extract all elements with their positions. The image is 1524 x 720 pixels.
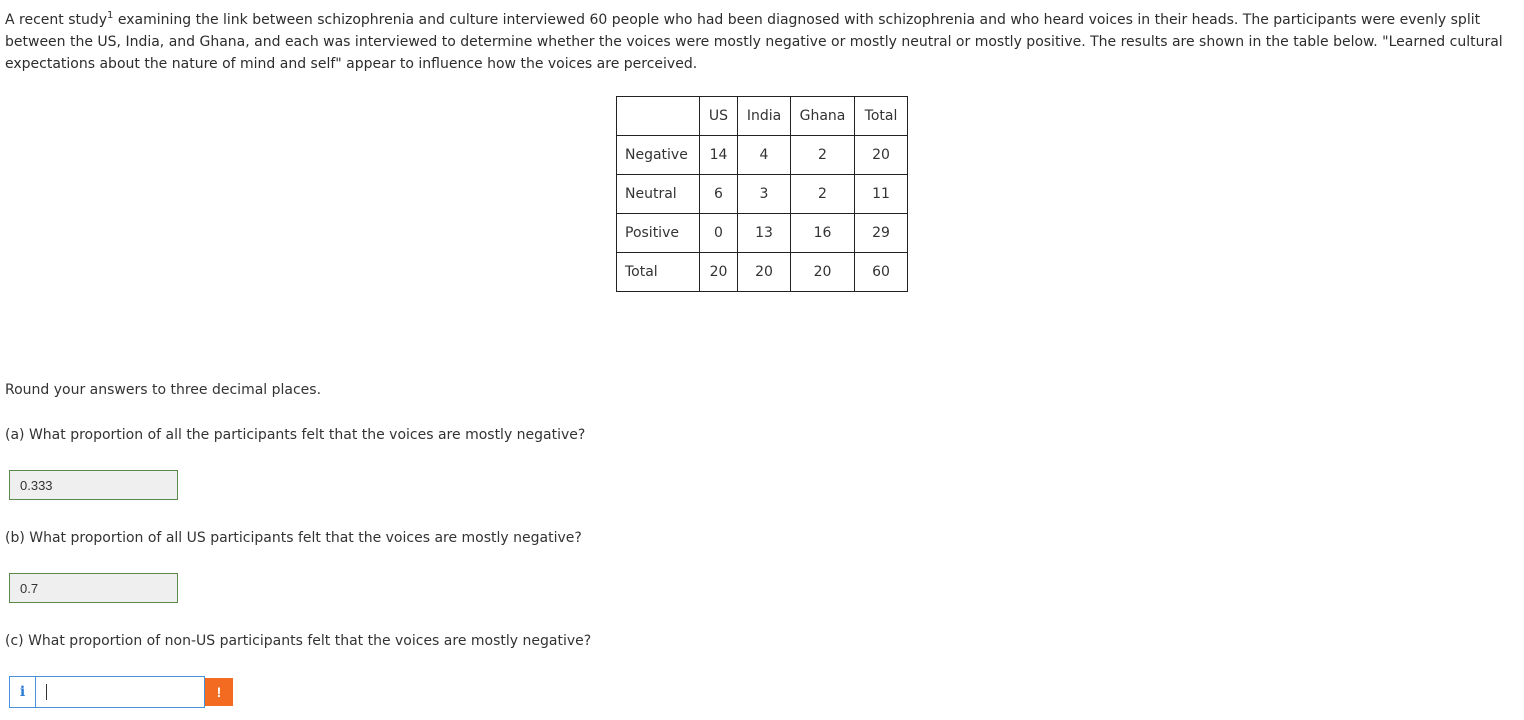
intro-text-start: A recent study [5,12,108,28]
header-us: US [700,97,738,136]
table-cell: 4 [738,136,791,175]
table-cell: 29 [855,214,908,253]
header-india: India [738,97,791,136]
row-label: Positive [617,214,700,253]
warning-icon[interactable]: ! [205,678,233,706]
answer-c-input[interactable] [35,676,205,708]
question-a-text: (a) What proportion of all the participants felt that the voices are mostly negative? [5,427,586,443]
row-label: Negative [617,136,700,175]
table-cell: 3 [738,175,791,214]
header-ghana: Ghana [791,97,855,136]
table-cell: 20 [738,253,791,292]
table-cell: 6 [700,175,738,214]
table-row [617,136,908,175]
table-row [617,253,908,292]
answer-c-group [9,676,233,708]
table-cell: 11 [855,175,908,214]
problem-intro [5,9,1517,75]
table-cell: 60 [855,253,908,292]
row-label: Total [617,253,700,292]
table-cell: 13 [738,214,791,253]
table-corner-cell [617,97,700,136]
table-cell: 2 [791,175,855,214]
results-table [616,96,908,292]
info-icon[interactable]: i [9,676,35,708]
question-b-text: (b) What proportion of all US participants felt that the voices are mostly negative? [5,530,582,546]
answer-a-field[interactable]: 0.333 [9,470,178,500]
table-cell: 20 [791,253,855,292]
row-label: Neutral [617,175,700,214]
table-header-row [617,97,908,136]
table-cell: 2 [791,136,855,175]
table-cell: 14 [700,136,738,175]
table-row [617,214,908,253]
table-cell: 20 [700,253,738,292]
instructions-text: Round your answers to three decimal places. [5,382,322,398]
text-cursor [46,684,47,700]
table-cell: 0 [700,214,738,253]
table-row [617,175,908,214]
question-c-text: (c) What proportion of non-US participants felt that the voices are mostly negative? [5,633,592,649]
table-cell: 16 [791,214,855,253]
footnote-marker[interactable]: 1 [107,10,114,21]
intro-text-rest: examining the link between schizophrenia and culture interviewed 60 people who had been diagnosed with schizophrenia and who heard voices in their heads. The participants were evenly split between the US, India, and Ghana, and each was interviewed to determine whether the voices were mostly negative or mostly neutral or mostly positive. The results are shown in the table below. "Learned cultural expectations about the nature of mind and self" appear to influence how the voices are perceived. [5,12,1503,72]
answer-b-field[interactable]: 0.7 [9,573,178,603]
header-total: Total [855,97,908,136]
table-cell: 20 [855,136,908,175]
